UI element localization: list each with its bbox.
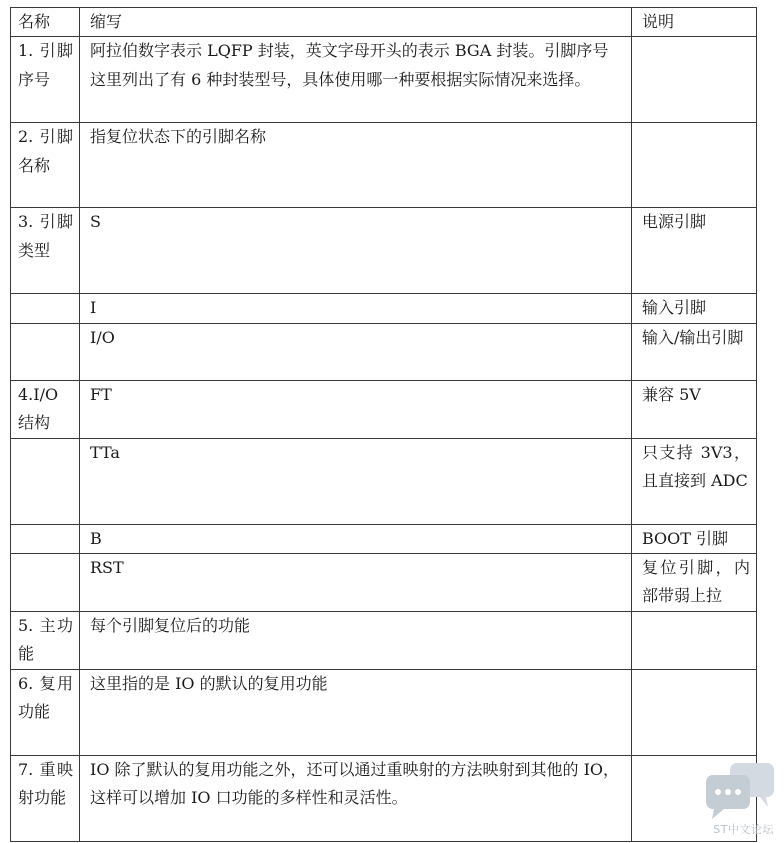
row-description	[632, 669, 757, 755]
row-name	[11, 554, 80, 612]
row-name: 4.I/O 结构	[11, 380, 80, 438]
row-abbreviation: 每个引脚复位后的功能	[80, 611, 632, 669]
row-abbreviation: IO 除了默认的复用功能之外，还可以通过重映射的方法映射到其他的 IO，这样可以增加 IO 口功能的多样性和灵活性。	[80, 755, 632, 841]
row-name	[11, 438, 80, 524]
row-abbreviation: FT	[80, 380, 632, 438]
row-description: 复位引脚，内部带弱上拉	[632, 554, 757, 612]
row-abbreviation: TTa	[80, 438, 632, 524]
table-row	[11, 294, 757, 323]
row-name	[11, 323, 80, 380]
row-abbreviation: B	[80, 524, 632, 553]
table-row	[11, 524, 757, 553]
row-description: 输入引脚	[632, 294, 757, 323]
row-name: 1. 引脚序号	[11, 37, 80, 123]
row-abbreviation: I	[80, 294, 632, 323]
row-name: 3. 引脚类型	[11, 208, 80, 294]
table-row	[11, 37, 757, 123]
table-row	[11, 611, 757, 669]
watermark-text: ST中文论坛	[713, 823, 774, 836]
table-row	[11, 123, 757, 208]
table-row	[11, 755, 757, 841]
row-abbreviation: 指复位状态下的引脚名称	[80, 123, 632, 208]
table-row	[11, 208, 757, 294]
table-row	[11, 380, 757, 438]
row-description: 电源引脚	[632, 208, 757, 294]
table-row	[11, 438, 757, 524]
row-abbreviation: 这里指的是 IO 的默认的复用功能	[80, 669, 632, 755]
header-abbreviation: 缩写	[80, 8, 632, 37]
row-abbreviation: S	[80, 208, 632, 294]
row-description	[632, 37, 757, 123]
table-header-row	[11, 8, 757, 37]
row-name	[11, 294, 80, 323]
row-description: 兼容 5V	[632, 380, 757, 438]
row-name: 6. 复用功能	[11, 669, 80, 755]
row-description	[632, 123, 757, 208]
table-row	[11, 669, 757, 755]
row-abbreviation: 阿拉伯数字表示 LQFP 封装，英文字母开头的表示 BGA 封装。引脚序号这里列出了有 6 种封装型号，具体使用哪一种要根据实际情况来选择。	[80, 37, 632, 123]
row-abbreviation: I/O	[80, 323, 632, 380]
chat-bubbles-icon	[702, 761, 778, 823]
header-name: 名称	[11, 8, 80, 37]
table-row	[11, 554, 757, 612]
row-abbreviation: RST	[80, 554, 632, 612]
pin-description-table	[10, 7, 757, 842]
table-row	[11, 323, 757, 380]
row-name: 5. 主功能	[11, 611, 80, 669]
row-name	[11, 524, 80, 553]
row-name: 2. 引脚名称	[11, 123, 80, 208]
row-description	[632, 611, 757, 669]
header-description: 说明	[632, 8, 757, 37]
row-description: BOOT 引脚	[632, 524, 757, 553]
row-name: 7. 重映射功能	[11, 755, 80, 841]
row-description: 只支持 3V3，且直接到 ADC	[632, 438, 757, 524]
row-description: 输入/输出引脚	[632, 323, 757, 380]
